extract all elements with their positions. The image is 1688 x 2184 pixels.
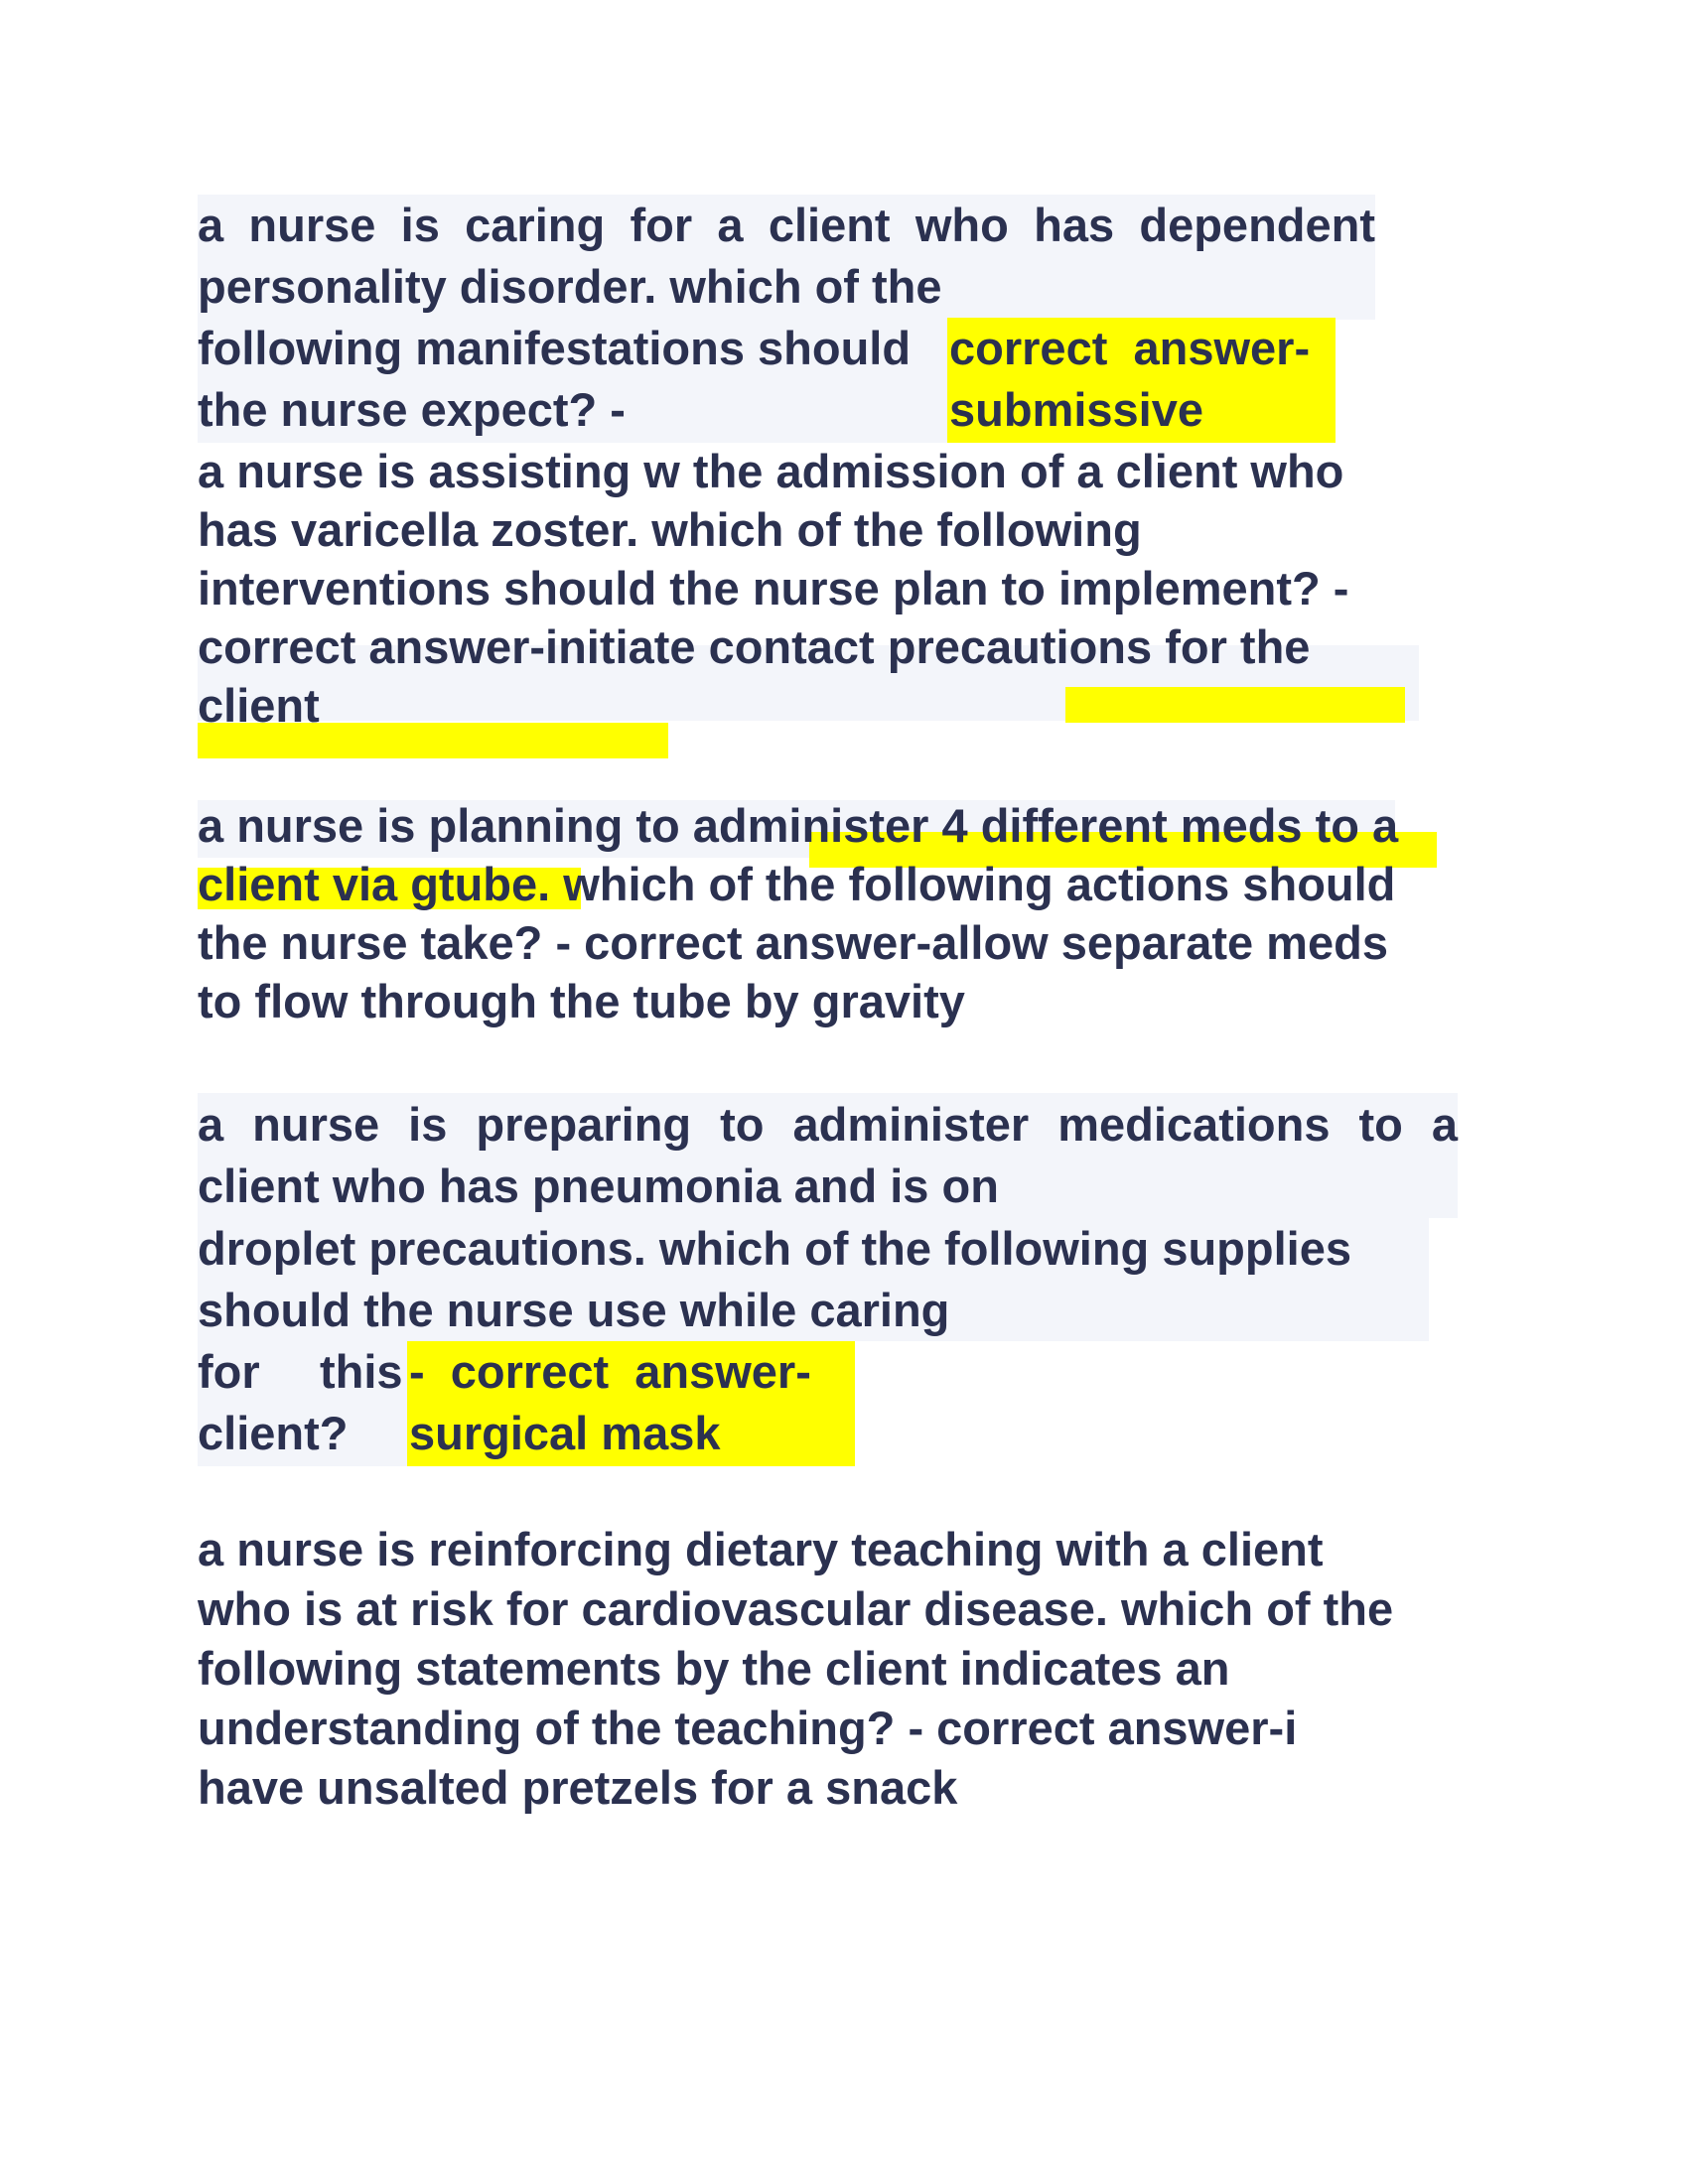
question-4-answer-line-2: surgical mask bbox=[409, 1407, 721, 1459]
question-1-line-4: the nurse expect? - bbox=[198, 383, 626, 436]
question-2-line-5: client bbox=[198, 679, 320, 732]
question-1-line-1: a nurse is caring for a client who has dependent bbox=[198, 199, 1375, 251]
question-2-line-2: has varicella zoster. which of the following bbox=[198, 503, 1142, 556]
question-4-line-6: client? bbox=[198, 1407, 349, 1459]
question-3-line-4: to flow through the tube by gravity bbox=[198, 975, 965, 1027]
question-4-line-5b: this bbox=[320, 1345, 403, 1398]
question-4-line-4: should the nurse use while caring bbox=[198, 1284, 950, 1336]
question-3-line-3: the nurse take? - correct answer-allow separate meds bbox=[198, 916, 1388, 969]
question-5-line-4: understanding of the teaching? - correct answer-i bbox=[198, 1702, 1298, 1754]
question-1-answer-line-2: submissive bbox=[949, 383, 1204, 436]
question-5-line-3: following statements by the client indicates an bbox=[198, 1642, 1230, 1695]
question-2-line-4: correct answer-initiate contact precautions for the bbox=[198, 620, 1311, 673]
question-2-line-3: interventions should the nurse plan to implement? - bbox=[198, 562, 1349, 614]
answer-highlight bbox=[1065, 687, 1405, 723]
question-3-highlighted-text: client via gtube. bbox=[198, 858, 564, 910]
question-4-line-5a: for bbox=[198, 1345, 260, 1398]
question-3-line-2-rest: which of the following actions should bbox=[563, 858, 1396, 910]
question-1-line-3: following manifestations should bbox=[198, 322, 912, 374]
question-5-line-2: who is at risk for cardiovascular disease. which of the bbox=[198, 1582, 1394, 1635]
question-3-line-2 bbox=[198, 854, 1395, 915]
question-4-line-2: client who has pneumonia and is on bbox=[198, 1160, 999, 1212]
question-4-line-1: a nurse is preparing to administer medications to a bbox=[198, 1098, 1458, 1151]
question-1-answer-line-1: correct answer- bbox=[949, 322, 1311, 374]
question-2-line-1: a nurse is assisting w the admission of a client who bbox=[198, 445, 1344, 497]
question-5-line-5: have unsalted pretzels for a snack bbox=[198, 1761, 958, 1814]
question-4-answer-line-1: - correct answer- bbox=[409, 1345, 811, 1398]
question-4-line-3: droplet precautions. which of the following supplies bbox=[198, 1222, 1351, 1275]
question-1-line-2: personality disorder. which of the bbox=[198, 260, 942, 313]
question-3-line-1: a nurse is planning to administer 4 different meds to a bbox=[198, 799, 1399, 852]
question-5-line-1: a nurse is reinforcing dietary teaching with a client bbox=[198, 1523, 1324, 1575]
